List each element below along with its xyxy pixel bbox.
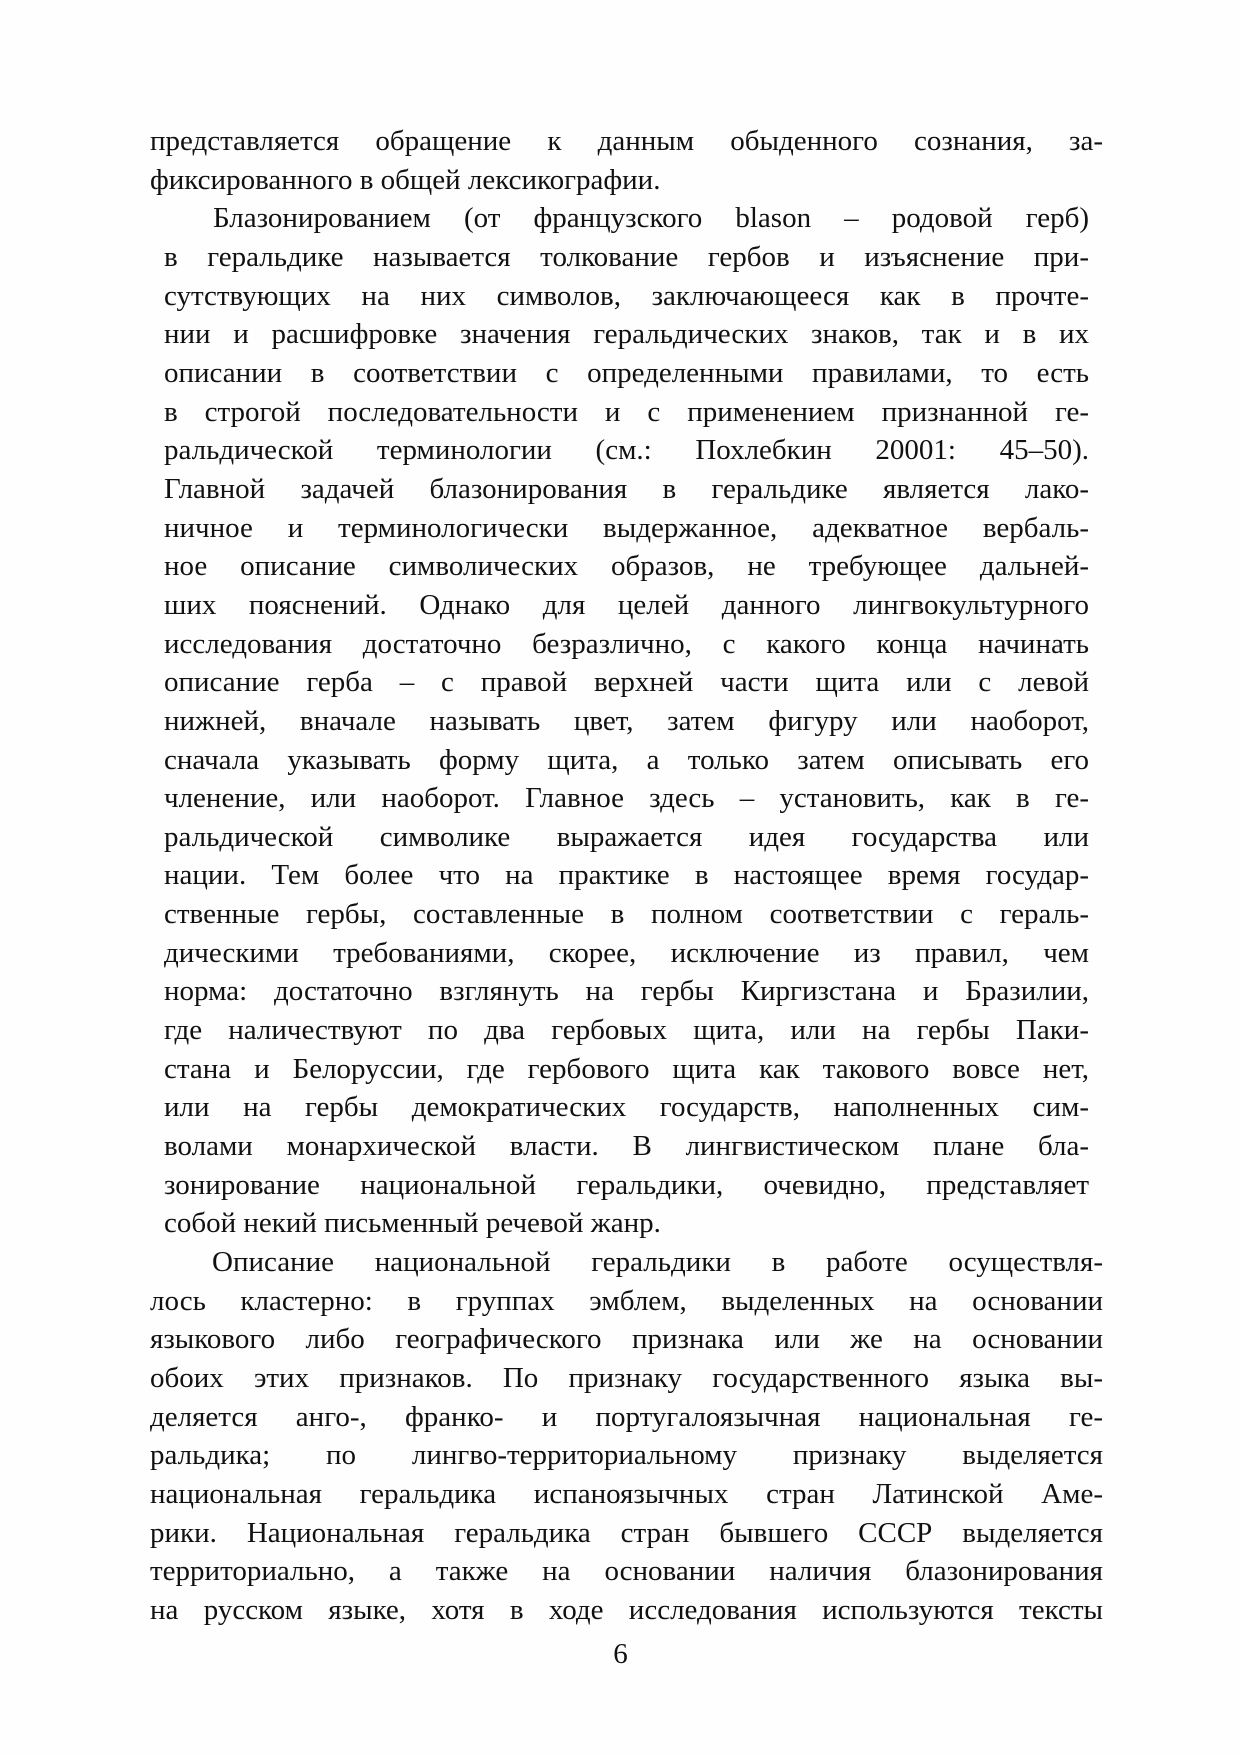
text-line: нии и расшифровке значения геральдических знаков, так и в их <box>164 318 1089 351</box>
text-line: стана и Белоруссии, где гербового щита как такового вовсе нет, <box>164 1052 1089 1085</box>
text-line: Блазонированием (от французского blason – родовой герб) <box>213 202 1089 235</box>
text-line: сначала указывать форму щита, а только затем описывать его <box>164 743 1089 776</box>
text-line: описание герба – с правой верхней части щита или с левой <box>164 666 1089 699</box>
text-line: зонирование национальной геральдики, очевидно, представляет <box>164 1168 1089 1201</box>
text-line: или на гербы демократических государств, наполненных сим- <box>164 1091 1089 1124</box>
paragraph <box>150 1243 1103 1630</box>
text-line: собой некий письменный речевой жанр. <box>164 1207 661 1240</box>
body-text <box>150 122 1103 1630</box>
text-line: ральдика; по лингво-территориальному признаку выделяется <box>150 1439 1103 1472</box>
text-line: волами монархической власти. В лингвистическом плане бла- <box>164 1130 1089 1163</box>
text-line: сутствующих на них символов, заключающееся как в прочте- <box>164 279 1089 312</box>
text-line: языкового либо географического признака или же на основании <box>150 1323 1103 1356</box>
text-line: Описание национальной геральдики в работе осуществля- <box>212 1246 1103 1279</box>
text-line: ральдической терминологии (см.: Похлебкин 20001: 45–50). <box>164 434 1089 467</box>
text-line: ших пояснений. Однако для целей данного лингвокультурного <box>164 588 1089 621</box>
text-line: ственные гербы, составленные в полном соответствии с гераль- <box>164 898 1089 931</box>
text-line: членение, или наоборот. Главное здесь – установить, как в ге- <box>164 782 1089 815</box>
text-line: где наличествуют по два гербовых щита, или на гербы Паки- <box>164 1014 1089 1047</box>
page-number: 6 <box>613 1638 628 1670</box>
text-line: норма: достаточно взглянуть на гербы Киргизстана и Бразилии, <box>164 975 1089 1008</box>
text-line: деляется анго-, франко- и португалоязычная национальная ге- <box>150 1400 1103 1433</box>
text-line: исследования достаточно безразлично, с какого конца начинать <box>164 627 1089 660</box>
paragraph <box>164 199 1089 1243</box>
text-line: ральдической символике выражается идея государства или <box>164 820 1089 853</box>
text-line: в геральдике называется толкование гербов и изъяснение при- <box>164 240 1089 273</box>
text-line: лось кластерно: в группах эмблем, выделенных на основании <box>150 1284 1103 1317</box>
text-line: описании в соответствии с определенными правилами, то есть <box>164 356 1089 389</box>
text-line: фиксированного в общей лексикографии. <box>150 163 661 196</box>
text-line: представляется обращение к данным обыденного сознания, за- <box>150 125 1103 157</box>
text-line: нижней, вначале называть цвет, затем фигуру или наоборот, <box>164 704 1089 737</box>
text-line: Главной задачей блазонирования в геральдике является лако- <box>164 472 1089 505</box>
text-line: рики. Национальная геральдика стран бывшего СССР выделяется <box>150 1516 1103 1549</box>
text-line: ное описание символических образов, не требующее дальней- <box>164 550 1089 583</box>
paragraph <box>150 122 1103 199</box>
text-line: национальная геральдика испаноязычных стран Латинской Аме- <box>150 1477 1103 1510</box>
text-line: нации. Тем более что на практике в настоящее время государ- <box>164 859 1089 892</box>
text-line: ничное и терминологически выдержанное, адекватное вербаль- <box>164 511 1089 544</box>
text-line: в строгой последовательности и с применением признанной ге- <box>164 395 1089 428</box>
text-line: дическими требованиями, скорее, исключение из правил, чем <box>164 936 1089 969</box>
text-line: территориально, а также на основании наличия блазонирования <box>150 1555 1103 1588</box>
text-line: на русском языке, хотя в ходе исследования используются тексты <box>150 1593 1103 1626</box>
text-line: обоих этих признаков. По признаку государственного языка вы- <box>150 1362 1103 1394</box>
